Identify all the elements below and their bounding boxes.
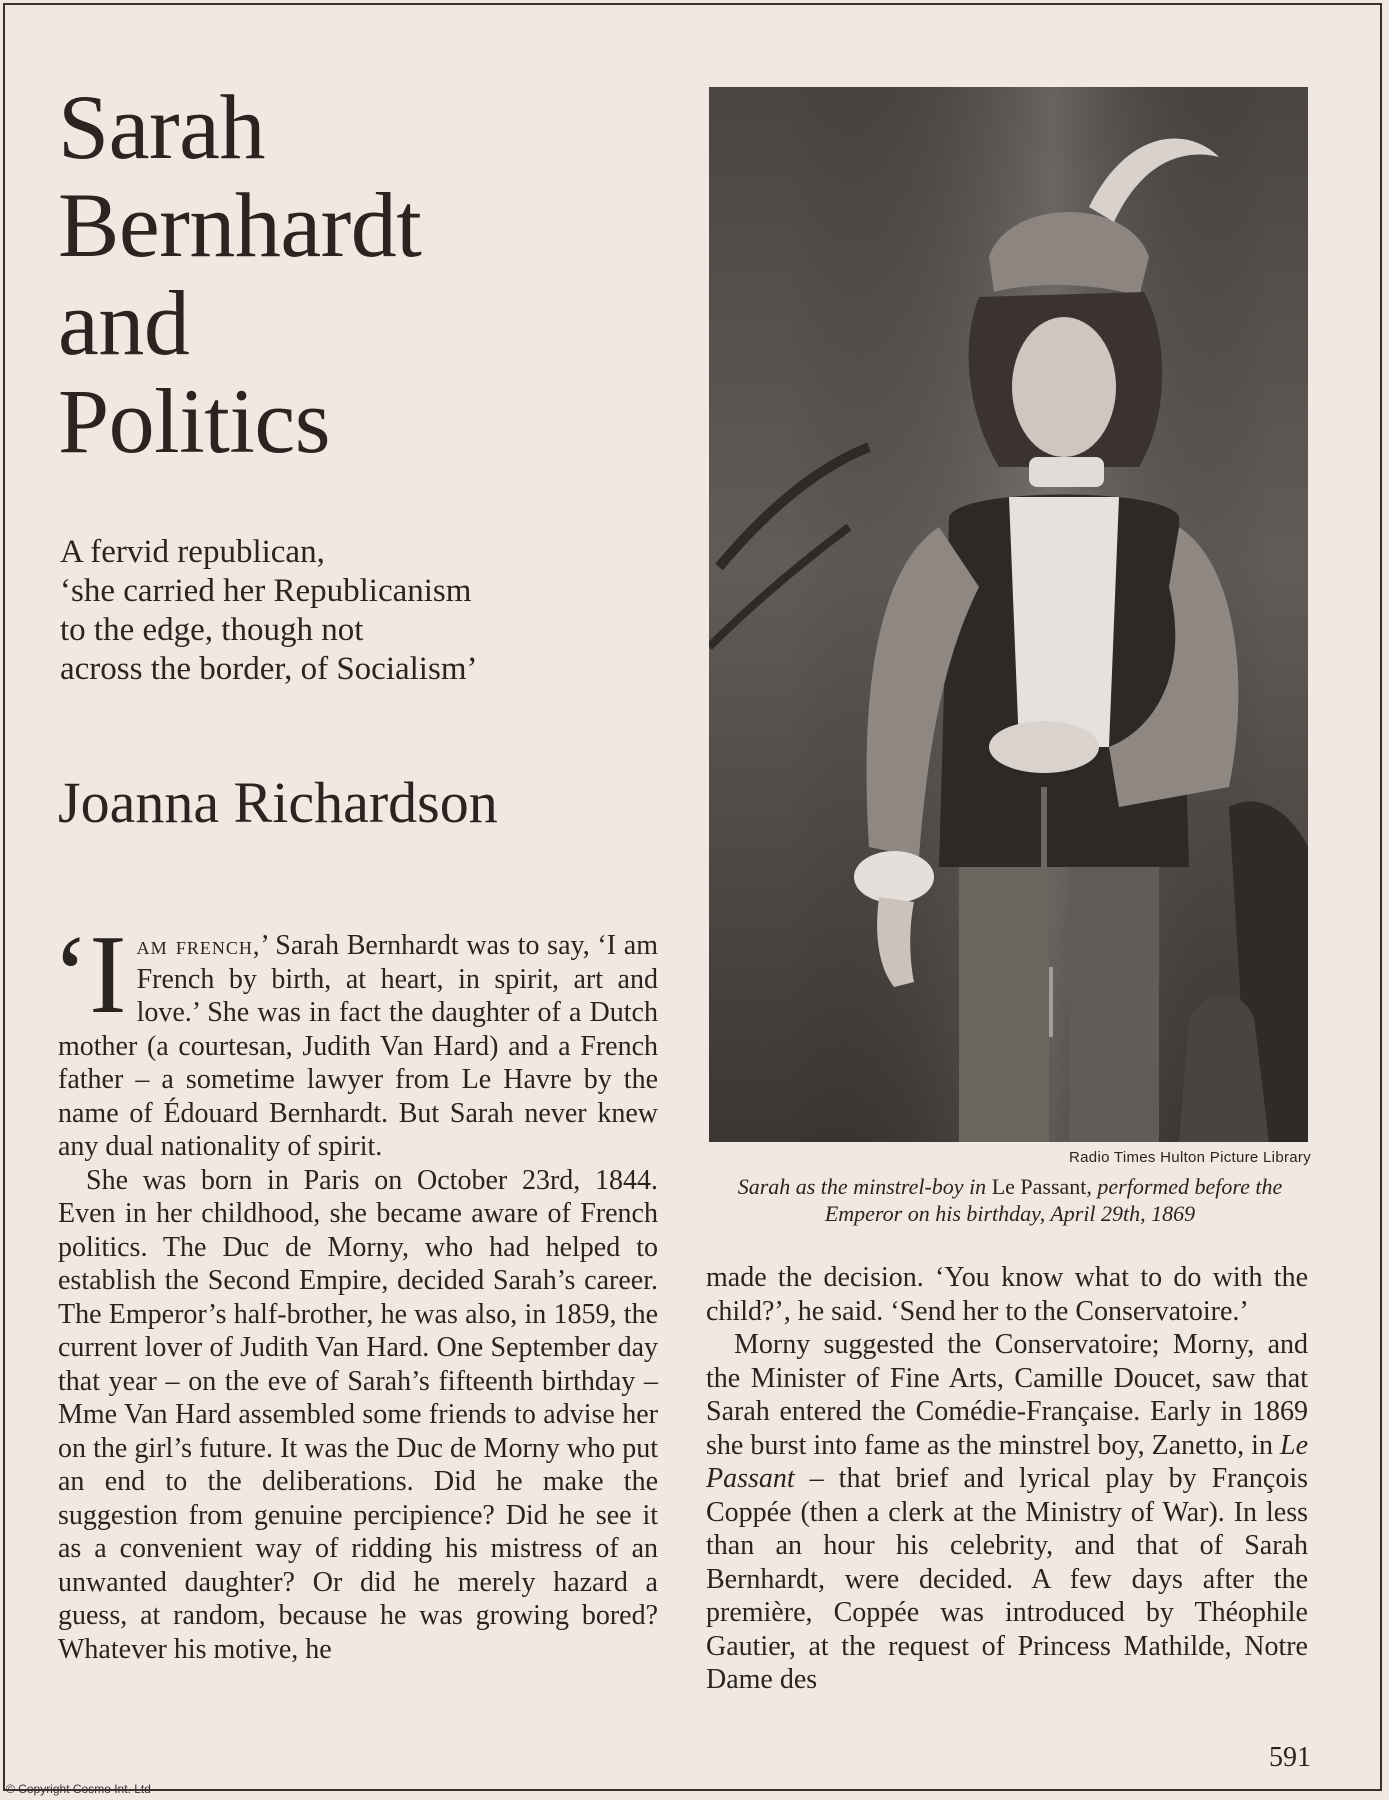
photo-credit: Radio Times Hulton Picture Library xyxy=(1069,1149,1311,1166)
title-line-3: and xyxy=(58,272,190,374)
paragraph-text: – that brief and lyrical play by François Coppée (then a clerk at the Ministry of War). In less than an hour his celebrity, and that of Sarah Bernhardt, were decided. A few days after the première, Coppée was introduced by Théophile Gautier, at the request of Princess Mathilde, Notre Dame des xyxy=(706,1463,1308,1695)
paragraph: made the decision. ‘You know what to do with the child?’, he said. ‘Send her to the Conservatoire.’ xyxy=(706,1262,1308,1327)
body-column-left xyxy=(52,913,658,1666)
title-line-2: Bernhardt xyxy=(58,174,422,276)
caption-play-title: Le Passant, xyxy=(991,1174,1092,1199)
article-title xyxy=(58,78,658,470)
title-line-1: Sarah xyxy=(58,76,265,178)
paragraph xyxy=(52,913,658,1164)
standfirst-line-3: to the edge, though not xyxy=(60,612,364,648)
copyright-notice: © Copyright Cosmo Int. Ltd xyxy=(6,1782,151,1796)
title-line-4: Politics xyxy=(58,370,331,472)
standfirst-line-4: across the border, of Socialism’ xyxy=(60,651,478,687)
author-byline: Joanna Richardson xyxy=(58,770,498,835)
lead-in-smallcaps: am french, xyxy=(136,931,261,960)
paragraph xyxy=(706,1328,1308,1697)
article-standfirst xyxy=(60,533,620,689)
caption-text: performed before the Emperor on his birthday, April 29th, 1869 xyxy=(824,1174,1283,1226)
caption-text: Sarah as the minstrel-boy in xyxy=(737,1174,992,1199)
paragraph-text: Morny suggested the Conservatoire; Morny, and the Minister of Fine Arts, Camille Doucet, saw that Sarah entered the Comédie-Française. Early in 1869 she burst into fame as the minstrel boy, Zanetto, in xyxy=(706,1329,1308,1461)
standfirst-line-2: ‘she carried her Republicanism xyxy=(60,573,472,609)
paragraph-text: ’ Sarah Bernhardt was to say, ‘I am French by birth, at heart, in spirit, art and love.’ She was in fact the daughter of a Dutch mother (a courtesan, Judith Van Hard) and a French father – a sometime lawyer from Le Havre by the name of Édouard Bernhardt. But Sarah never knew any dual nationality of spirit. xyxy=(58,930,658,1162)
standfirst-line-1: A fervid republican, xyxy=(60,534,325,570)
portrait-illustration xyxy=(709,87,1308,1142)
portrait-photo xyxy=(709,87,1308,1142)
drop-cap-letter: I xyxy=(89,913,127,1037)
drop-cap xyxy=(52,913,127,1037)
body-column-right xyxy=(706,1261,1308,1697)
play-title: Le Passant xyxy=(706,1429,1308,1494)
paragraph: She was born in Paris on October 23rd, 1844. Even in her childhood, she became aware of French politics. The Duc de Morny, who had helped to establish the Second Empire, decided Sarah’s career. The Emperor’s half-brother, he was also, in 1859, the current lover of Judith Van Hard. One September day that year – on the eve of Sarah’s fifteenth birthday – Mme Van Hard assembled some friends to advise her on the girl’s future. It was the Duc de Morny who put an end to the deliberations. Did he make the suggestion from genuine percipience? Did he see it as a convenient way of ridding his mistress of an unwanted daughter? Or did he merely hazard a guess, at random, because he was growing bored? Whatever his motive, he xyxy=(58,1164,658,1665)
photo-caption xyxy=(700,1173,1320,1227)
page-number: 591 xyxy=(1269,1742,1311,1773)
opening-quote-mark: ‘ xyxy=(52,913,90,1037)
